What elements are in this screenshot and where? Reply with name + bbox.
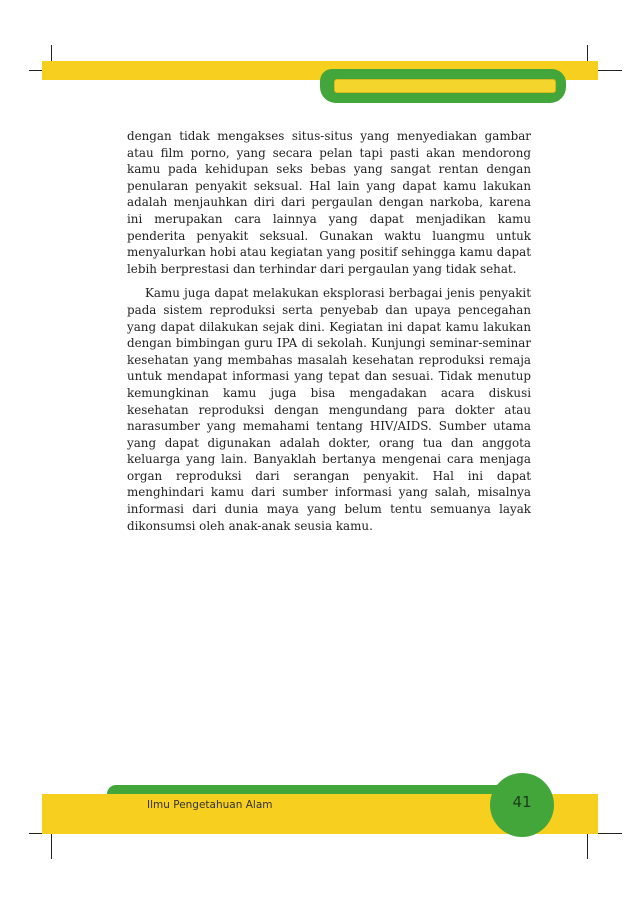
crop-mark	[51, 833, 52, 859]
page-number-badge	[490, 773, 554, 837]
crop-mark	[587, 833, 588, 859]
paragraph: dengan tidak mengakses situs-situs yang menyediakan gambar atau film porno, yang secara pelan tapi pasti akan mendorong kamu pada kehidupan seks bebas yang sangat rentan dengan penularan penyakit seksual. Hal lain yang dapat kamu lakukan adalah menjauhkan diri dari pergaulan dengan narkoba, karena ini merupakan cara lainnya yang dapat menjadikan kamu penderita penyakit seksual. Gunakan waktu luangmu untuk menyalurkan hobi atau kegiatan yang positif sehingga kamu dapat lebih berprestasi dan terhindar dari pergaulan yang tidak sehat.	[127, 129, 531, 276]
crop-mark	[596, 70, 622, 71]
crop-mark	[596, 833, 622, 834]
page-number: 41	[512, 793, 532, 811]
footer-green-line	[107, 785, 507, 794]
page-body	[127, 128, 531, 542]
footer-book-title: Ilmu Pengetahuan Alam	[147, 799, 273, 811]
paragraph: Kamu juga dapat melakukan eksplorasi berbagai jenis penyakit pada sistem reproduksi serta penyebab dan upaya pencegahan yang dapat dilakukan sejak dini. Kegiatan ini dapat kamu lakukan dengan bimbingan guru IPA di sekolah. Kunjungi seminar-seminar kesehatan yang membahas masalah kesehatan reproduksi remaja untuk mendapat informasi yang tepat dan sesuai. Tidak menutup kemungkinan kamu juga bisa mengadakan acara diskusi kesehatan reproduksi dengan mengundang para dokter atau narasumber yang memahami tentang HIV/AIDS. Sumber utama yang dapat digunakan adalah dokter, orang tua dan anggota keluarga yang lain. Banyaklah bertanya mengenai cara menjaga organ reproduksi dari serangan penyakit. Hal ini dapat menghindari kamu dari sumber informasi yang salah, misalnya informasi dari dunia maya yang belum tentu semuanya layak dikonsumsi oleh anak-anak seusia kamu.	[127, 286, 531, 533]
header-tab-inner	[334, 79, 556, 93]
